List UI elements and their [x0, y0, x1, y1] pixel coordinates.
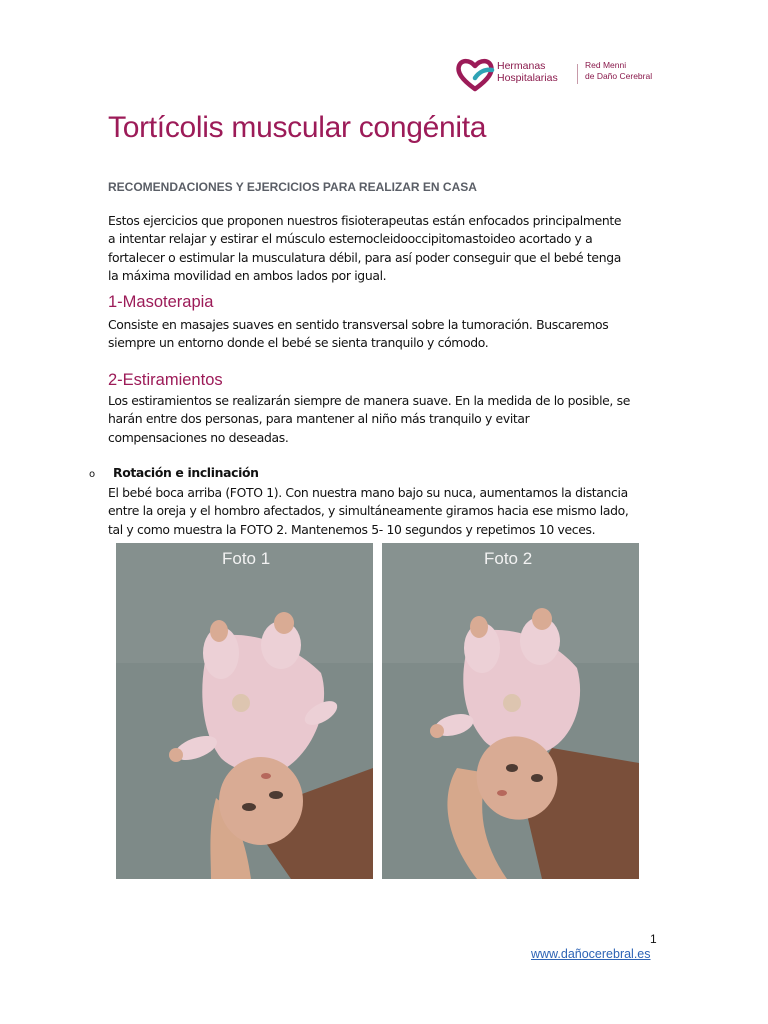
estiramientos-line: compensaciones no deseadas. — [108, 429, 289, 445]
photo-1-illustration — [116, 543, 373, 879]
website-link[interactable]: www.dañocerebral.es — [531, 947, 651, 961]
masoterapia-line: siempre un entorno donde el bebé se sienta tranquilo y cómodo. — [108, 335, 489, 351]
intro-line: fortalecer o estimular la musculatura débil, para así poder conseguir que el bebé tenga — [108, 249, 621, 265]
masoterapia-paragraph — [108, 316, 663, 353]
exercise-line: entre la oreja y el hombro afectados, y simultáneamente giramos hacia ese mismo lado, — [108, 503, 629, 519]
section-heading-masoterapia: 1-Masoterapia — [108, 293, 214, 311]
intro-line: Estos ejercicios que proponen nuestros fisioterapeutas están enfocados principalmente — [108, 213, 622, 228]
estiramientos-paragraph — [108, 392, 663, 447]
logo-divider — [577, 64, 578, 84]
exercise-title: Rotación e inclinación — [113, 465, 259, 480]
page-number: 1 — [650, 932, 657, 946]
intro-paragraph — [108, 212, 663, 285]
estiramientos-line: Los estiramientos se realizarán siempre de manera suave. En la medida de lo posible, se — [108, 393, 630, 408]
document-title: Tortícolis muscular congénita — [108, 111, 487, 144]
document-subtitle: RECOMENDACIONES Y EJERCICIOS PARA REALIZAR EN CASA — [108, 180, 477, 194]
list-bullet: o — [89, 469, 96, 480]
brand-logo — [455, 54, 685, 98]
photo-1-label: Foto 1 — [222, 549, 271, 568]
exercise-line: El bebé boca arriba (FOTO 1). Con nuestra mano bajo su nuca, aumentamos la distancia — [108, 485, 628, 500]
logo-organization-name: Hermanas Hospitalarias — [497, 60, 558, 84]
exercise-paragraph — [108, 484, 663, 539]
photo-2 — [382, 543, 639, 879]
exercise-line: tal y como muestra la FOTO 2. Mantenemos 5- 10 segundos y repetimos 10 veces. — [108, 521, 596, 537]
photo-2-illustration — [382, 543, 639, 879]
section-heading-estiramientos: 2-Estiramientos — [108, 371, 223, 389]
heart-logo-icon — [455, 58, 495, 92]
photo-2-label: Foto 2 — [484, 549, 533, 568]
intro-line: a intentar relajar y estirar el músculo esternocleidooccipitomastoideo acortado y a — [108, 231, 593, 247]
photo-1 — [116, 543, 373, 879]
estiramientos-line: harán entre dos personas, para mantener al niño más tranquilo y evitar — [108, 411, 530, 427]
masoterapia-line: Consiste en masajes suaves en sentido transversal sobre la tumoración. Buscaremos — [108, 317, 609, 332]
logo-network-name: Red Menni de Daño Cerebral — [585, 60, 653, 81]
intro-line: la máxima movilidad en ambos lados por igual. — [108, 267, 387, 283]
